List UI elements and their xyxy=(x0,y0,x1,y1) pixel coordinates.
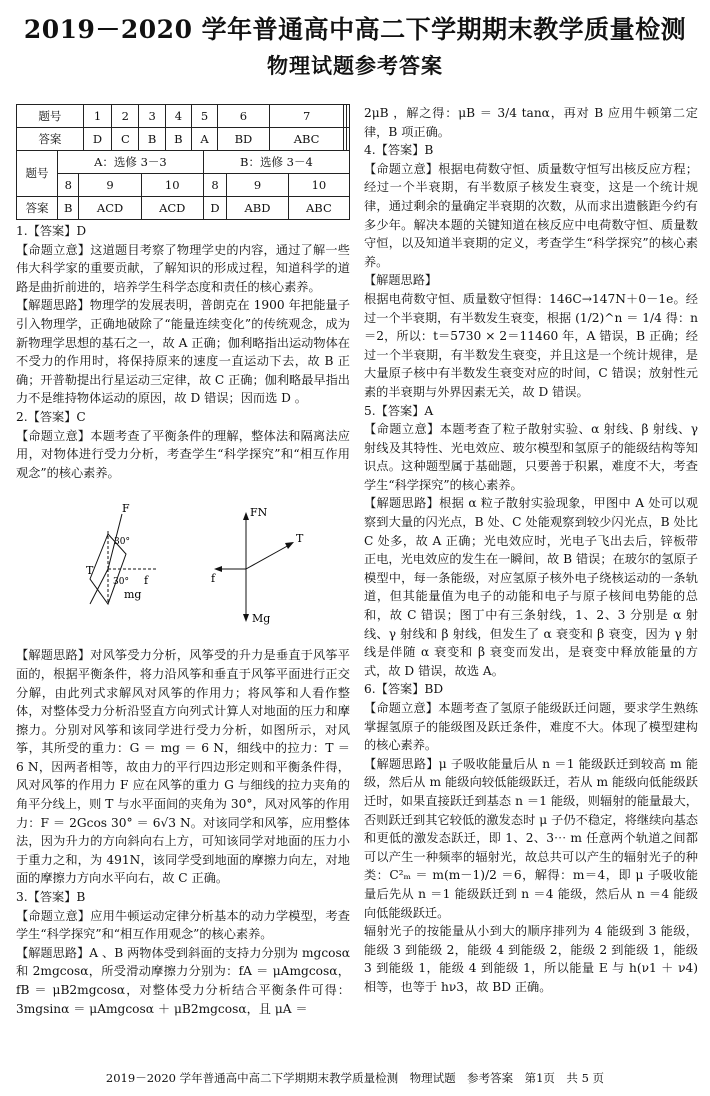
table-cell: 3 xyxy=(139,105,165,128)
q4-intent: 【命题立意】根据电荷数守恒、质量数守恒写出核反应方程；经过一个半衰期，有半数原子核发生衰变，这是一个统计规律，通过剩余的量确定半衰期的次数，从而求出遗骸距今约有多少年。解决本题的关键知道在核反应中电荷数守恒、质量数守恒，以及知道半衰期的定义，考查学生“科学探究”的核心素养。 xyxy=(364,161,698,269)
group-b-header: B：选修 3－4 xyxy=(203,151,349,174)
table-cell: ABD xyxy=(227,197,289,220)
table-cell: 10 xyxy=(288,174,349,197)
q5-solution: 【解题思路】根据 α 粒子散射实验现象，甲图中 A 处可以观察到大量的闪光点，B 处、C 处能观察到较少闪光点，B 处比 C 处多，故 A 正确；光电效应时，光电子飞出去后，锌板带正电，光电效应的发生在一瞬间，故 B 错误；在玻尔的氢原子模型中，每一条能级，对应氢原子核外电子绕核运动的一条轨道，但其能量值为电子的动能和电子与原子核间电势能的总和，故 C 错误；图丁中有三条射线，1、2、3 分别是 α 射线、γ 射线和 β 射线，但发生了 α 衰变和 β 衰变，因为 γ 射线是伴随 α 衰变和 β 衰变而发出，是衰变中释放能量的方式，故 D 错误，故选 A。 xyxy=(364,496,698,678)
q3-solution: 【解题思路】A 、B 两物体受到斜面的支持力分别为 mgcosα 和 2mgcosα，所受滑动摩擦力分别为：fA ＝ μAmgcosα，fB ＝ μB2mgcosα，对整体受力分析结合平衡条件可得：3mgsinα ＝ μAmgcosα ＋ μB2mgcosα，且 μA ＝ xyxy=(16,945,350,1016)
table-cell: C xyxy=(112,128,139,151)
table-cell: ACD xyxy=(79,197,141,220)
q6-solution: 【解题思路】μ 子吸收能量后从 n ＝1 能级跃迁到较高 m 能级，然后从 m 能级向较低能级跃迁，若从 m 能级向低能级跃迁时，如果直接跃迁到基态 n ＝1 能级，则辐射的能量最大，否则跃迁到其它较低的激发态时 μ 子仍不稳定，将继续向基态和更低的激发态跃迁，即 1、2、3⋯ m 任意两个轨道之间都可以产生一种频率的辐射光，故总共可以产生的辐射光子的种类：C²ₘ ＝ m(m－1)/2 ＝6，解得：m＝4，即 μ 子吸收能量后先从 n ＝1 能级跃迁到 n ＝4 能级，然后从 n ＝4 能级向低能级跃迁。 xyxy=(364,756,698,920)
table-cell: B xyxy=(139,128,165,151)
table-cell xyxy=(347,105,350,128)
row-label: 答案 xyxy=(17,128,84,151)
table-cell: 8 xyxy=(203,174,226,197)
q1-intent: 【命题立意】这道题目考察了物理学史的内容，通过了解一些伟大科学家的重要贡献，了解知识的形成过程，知道科学的道路是曲折前进的，培养学生科学态度和责任的核心素养。 xyxy=(16,242,350,294)
q6-solution-cont: 辐射光子的按能量从小到大的顺序排列为 4 能级到 3 能级，能级 3 到能级 2，能级 4 到能级 2，能级 2 到能级 1，能级 3 到能级 1，能级 4 到能级 1，所以能量 E 与 h(ν1 ＋ ν4) 相等，也等于 hν3，故 BD 正确。 xyxy=(364,924,698,994)
label-FN: FN xyxy=(250,506,268,520)
label-angle1: 30° xyxy=(114,537,130,548)
label-mg: mg xyxy=(124,588,142,602)
table-cell xyxy=(347,128,350,151)
table-cell: 2 xyxy=(112,105,139,128)
row-label: 答案 xyxy=(17,197,58,220)
label-T2: T xyxy=(296,532,304,546)
q2-answer: 2.【答案】C xyxy=(16,409,86,424)
tension-arrow xyxy=(246,544,291,569)
q4-answer: 4.【答案】B xyxy=(364,143,434,158)
right-column xyxy=(364,104,698,997)
table-cell: BD xyxy=(217,128,269,151)
table-cell: 5 xyxy=(192,105,218,128)
table-cell: A xyxy=(192,128,218,151)
page-title: 2019－2020 学年普通高中高二下学期期末教学质量检测 xyxy=(23,15,687,44)
label-F: F xyxy=(122,502,130,516)
label-f2: f xyxy=(211,572,216,586)
left-column xyxy=(16,104,350,1018)
row-label: 题号 xyxy=(17,105,84,128)
q4-solution: 根据电荷数守恒、质量数守恒得：146C→147N＋0－1e。经过一个半衰期，有半数发生衰变，根据 (1/2)^n ＝ 1/4 得：n＝2，所以：t＝5730 × 2＝11460 年，A 错误，B 正确；经过一个半衰期，有半数发生衰变，并且这是一个统计规律，是大量原子核中有半数发生衰变对应的时间，C 错误；放射性元素的半衰期与外界因素无关，故 D 错误。 xyxy=(364,291,698,399)
force-diagram xyxy=(16,484,350,644)
q6-intent: 【命题立意】本题考查了氢原子能级跃迁问题，要求学生熟练掌握氢原子的能级图及跃迁条件，难度不大。体现了模型建构的核心素养。 xyxy=(364,701,698,753)
table-cell: 9 xyxy=(227,174,289,197)
q5-intent: 【命题立意】本题考查了粒子散射实验、α 射线、β 射线、γ 射线及其特性、光电效应、玻尔模型和氢原子的能级结构等知识点。这种题型属于基础题，只要善于积累，难度不大，考查学生“科学探究”的核心素养。 xyxy=(364,422,698,492)
page-footer: 2019－2020 学年普通高中高二下学期期末教学质量检测 物理试题 参考答案 第1页 共 5 页 xyxy=(105,1071,605,1085)
table-cell: B xyxy=(58,197,79,220)
table-cell: 1 xyxy=(83,105,111,128)
table-cell: 10 xyxy=(141,174,203,197)
q3-answer: 3.【答案】B xyxy=(16,890,86,905)
label-f: f xyxy=(144,574,149,588)
row-label: 题号 xyxy=(17,151,58,197)
q6-answer: 6.【答案】BD xyxy=(364,682,444,697)
table-cell: B xyxy=(165,128,191,151)
q3-solution-cont: 2μB ，解之得：μB ＝ 3/4 tanα，再对 B 应用牛顿第二定律，B 项正确。 xyxy=(364,106,698,139)
table-cell: D xyxy=(83,128,111,151)
table-cell: 8 xyxy=(58,174,79,197)
table-cell: 6 xyxy=(217,105,269,128)
q1-solution: 【解题思路】物理学的发展表明，普朗克在 1900 年把能量子引入物理学，正确地破除了“能量连续变化”的传统观念，成为新物理学思想的基石之一，故 A 正确；伽利略指出运动物体在不受力的作用时，将保持原来的速度一直运动下去，故 B 正确；开普勒提出行星运动三定律，故 C 正确；伽利略最早指出力不是维持物体运动的原因，故 D 错误；因而选 D 。 xyxy=(16,298,350,406)
label-Mg: Mg xyxy=(252,612,271,626)
table-cell: ACD xyxy=(141,197,203,220)
q4-solution-heading: 【解题思路】 xyxy=(364,273,438,288)
table-cell: D xyxy=(203,197,226,220)
q1-answer: 1.【答案】D xyxy=(16,224,87,238)
page-subtitle: 物理试题参考答案 xyxy=(267,53,443,78)
table-cell: ABC xyxy=(269,128,343,151)
table-cell: 9 xyxy=(79,174,141,197)
label-T: T xyxy=(86,564,94,578)
q2-intent: 【命题立意】本题考查了平衡条件的理解，整体法和隔离法应用，对物体进行受力分析，考查学生“科学探究”和“相互作用观念”的核心素养。 xyxy=(16,428,350,480)
q5-answer: 5.【答案】A xyxy=(364,403,434,418)
q3-intent: 【命题立意】应用牛顿运动定律分析基本的动力学模型，考查学生“科学探究”和“相互作用观念”的核心素养。 xyxy=(16,908,350,942)
table-cell: ABC xyxy=(288,197,349,220)
table-cell: 7 xyxy=(269,105,343,128)
answer-table xyxy=(16,104,350,151)
elective-answer-table xyxy=(16,150,350,220)
group-a-header: A：选修 3－3 xyxy=(58,151,204,174)
label-angle2: 30° xyxy=(113,577,129,588)
table-cell: 4 xyxy=(165,105,191,128)
q2-solution: 【解题思路】对风筝受力分析，风筝受的升力是垂直于风筝平面的，根据平衡条件，将力沿风筝和垂直于风筝平面进行正交分解，由此列式求解风对风筝的作用力；将风筝和人看作整体，对整体受力分析沿竖直方向列式计算人对地面的压力和摩擦力。分别对风筝和该同学进行受力分析，如图所示，对风筝，其所受的重力：G ＝ mg ＝ 6 N，细线中的拉力：T ＝ 6 N，因两者相等，故由力的平行四边形定则和平衡条件得，风对风筝的作用力 F 应在风筝的重力 G 与细线的拉力夹角的角平分线上，则 T 与水平面间的夹角为 30°，风对风筝的作用力：F ＝ 2Gcos 30° ＝ 6√3 N。对该同学和风筝，应用整体法，因为升力的方向斜向右上方，可知该同学对地面的压力小于重力之和，为 491N，该同学受到地面的摩擦力向左，对地面的摩擦力方向水平向右，故 C 正确。 xyxy=(16,648,350,886)
